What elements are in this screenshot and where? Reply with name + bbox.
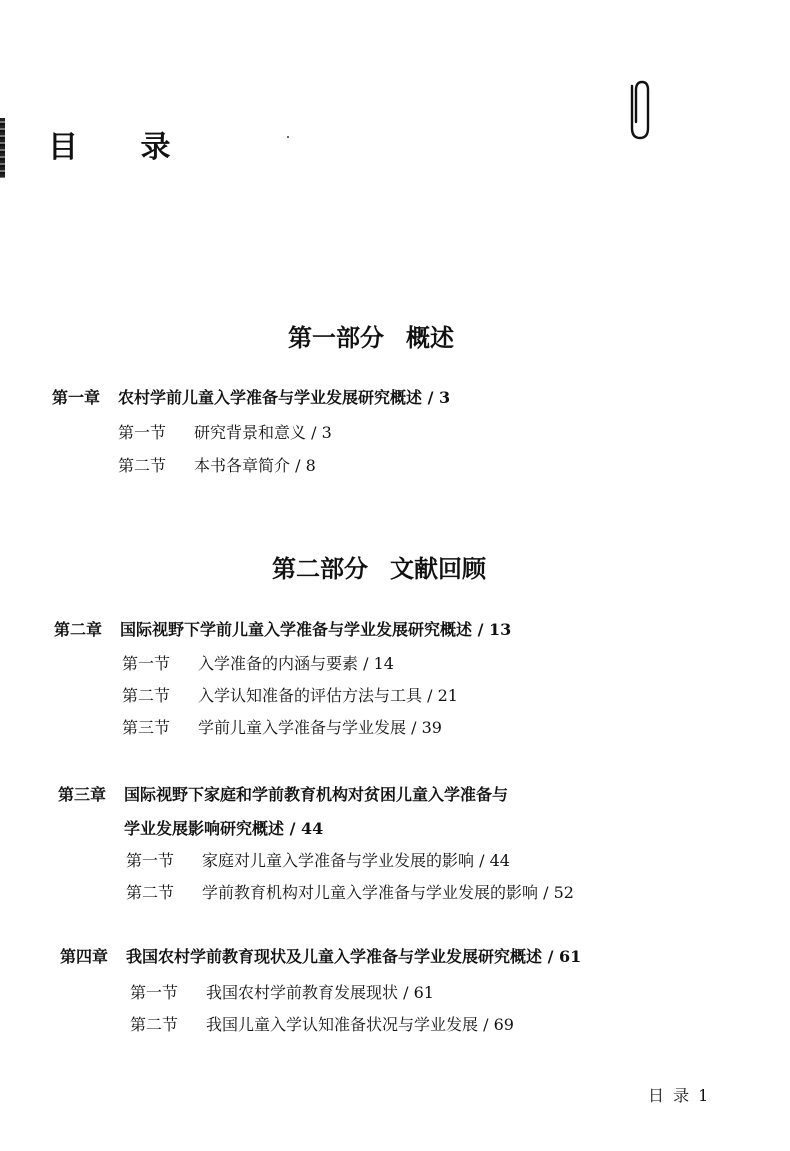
section-number: 第三节: [122, 718, 171, 737]
toc-chapter-3[interactable]: [58, 783, 508, 807]
scan-speck: [287, 136, 289, 138]
chapter-title: 农村学前儿童入学准备与学业发展研究概述 / 3: [118, 388, 451, 407]
section-number: 第一节: [130, 983, 179, 1002]
section-number: 第二节: [130, 1015, 179, 1034]
toc-chapter-1[interactable]: [52, 386, 450, 410]
toc-chapter-4[interactable]: [60, 945, 581, 969]
toc-section-2-3[interactable]: [122, 716, 442, 740]
section-title: 学前儿童入学准备与学业发展 / 39: [198, 718, 442, 737]
section-number: 第二节: [122, 686, 171, 705]
part-heading-1: [288, 318, 454, 353]
chapter-number: 第三章: [58, 785, 107, 804]
chapter-title: 国际视野下学前儿童入学准备与学业发展研究概述 / 13: [120, 620, 512, 639]
section-title: 家庭对儿童入学准备与学业发展的影响 / 44: [202, 851, 510, 870]
chapter-number: 第一章: [52, 388, 101, 407]
section-title: 本书各章简介 / 8: [194, 456, 316, 475]
section-number: 第一节: [126, 851, 175, 870]
part-heading-2: [272, 549, 486, 584]
toc-section-3-1[interactable]: [126, 849, 510, 873]
toc-section-4-1[interactable]: [130, 981, 434, 1005]
toc-section-2-2[interactable]: [122, 684, 458, 708]
section-title: 研究背景和意义 / 3: [194, 423, 332, 442]
part-number: 第一部分: [288, 323, 384, 352]
section-number: 第一节: [122, 654, 171, 673]
page-footer: 日 录 1: [648, 1086, 711, 1105]
chapter-number: 第四章: [60, 947, 109, 966]
toc-section-4-2[interactable]: [130, 1013, 514, 1037]
section-number: 第一节: [118, 423, 167, 442]
toc-section-1-1[interactable]: [118, 421, 332, 445]
chapter-title-line1: 国际视野下家庭和学前教育机构对贫困儿童入学准备与: [124, 785, 509, 804]
section-title: 我国儿童入学认知准备状况与学业发展 / 69: [206, 1015, 514, 1034]
section-title: 入学认知准备的评估方法与工具 / 21: [198, 686, 458, 705]
section-title: 我国农村学前教育发展现状 / 61: [206, 983, 434, 1002]
part-number: 第二部分: [272, 554, 368, 583]
toc-chapter-2[interactable]: [54, 618, 511, 642]
section-number: 第二节: [118, 456, 167, 475]
paper-clip-icon: [622, 78, 652, 142]
section-number: 第二节: [126, 883, 175, 902]
section-title: 入学准备的内涵与要素 / 14: [198, 654, 394, 673]
toc-section-2-1[interactable]: [122, 652, 394, 676]
section-title: 学前教育机构对儿童入学准备与学业发展的影响 / 52: [202, 883, 574, 902]
page-title: 目 录: [48, 130, 197, 165]
chapter-title: 我国农村学前教育现状及儿童入学准备与学业发展研究概述 / 61: [126, 947, 582, 966]
toc-section-1-2[interactable]: [118, 454, 316, 478]
chapter-title-line2[interactable]: 学业发展影响研究概述 / 44: [124, 819, 324, 838]
part-title: 文献回顾: [390, 554, 486, 583]
toc-section-3-2[interactable]: [126, 881, 574, 905]
part-title: 概述: [406, 323, 454, 352]
scan-edge-mark: [0, 118, 5, 178]
chapter-number: 第二章: [54, 620, 103, 639]
